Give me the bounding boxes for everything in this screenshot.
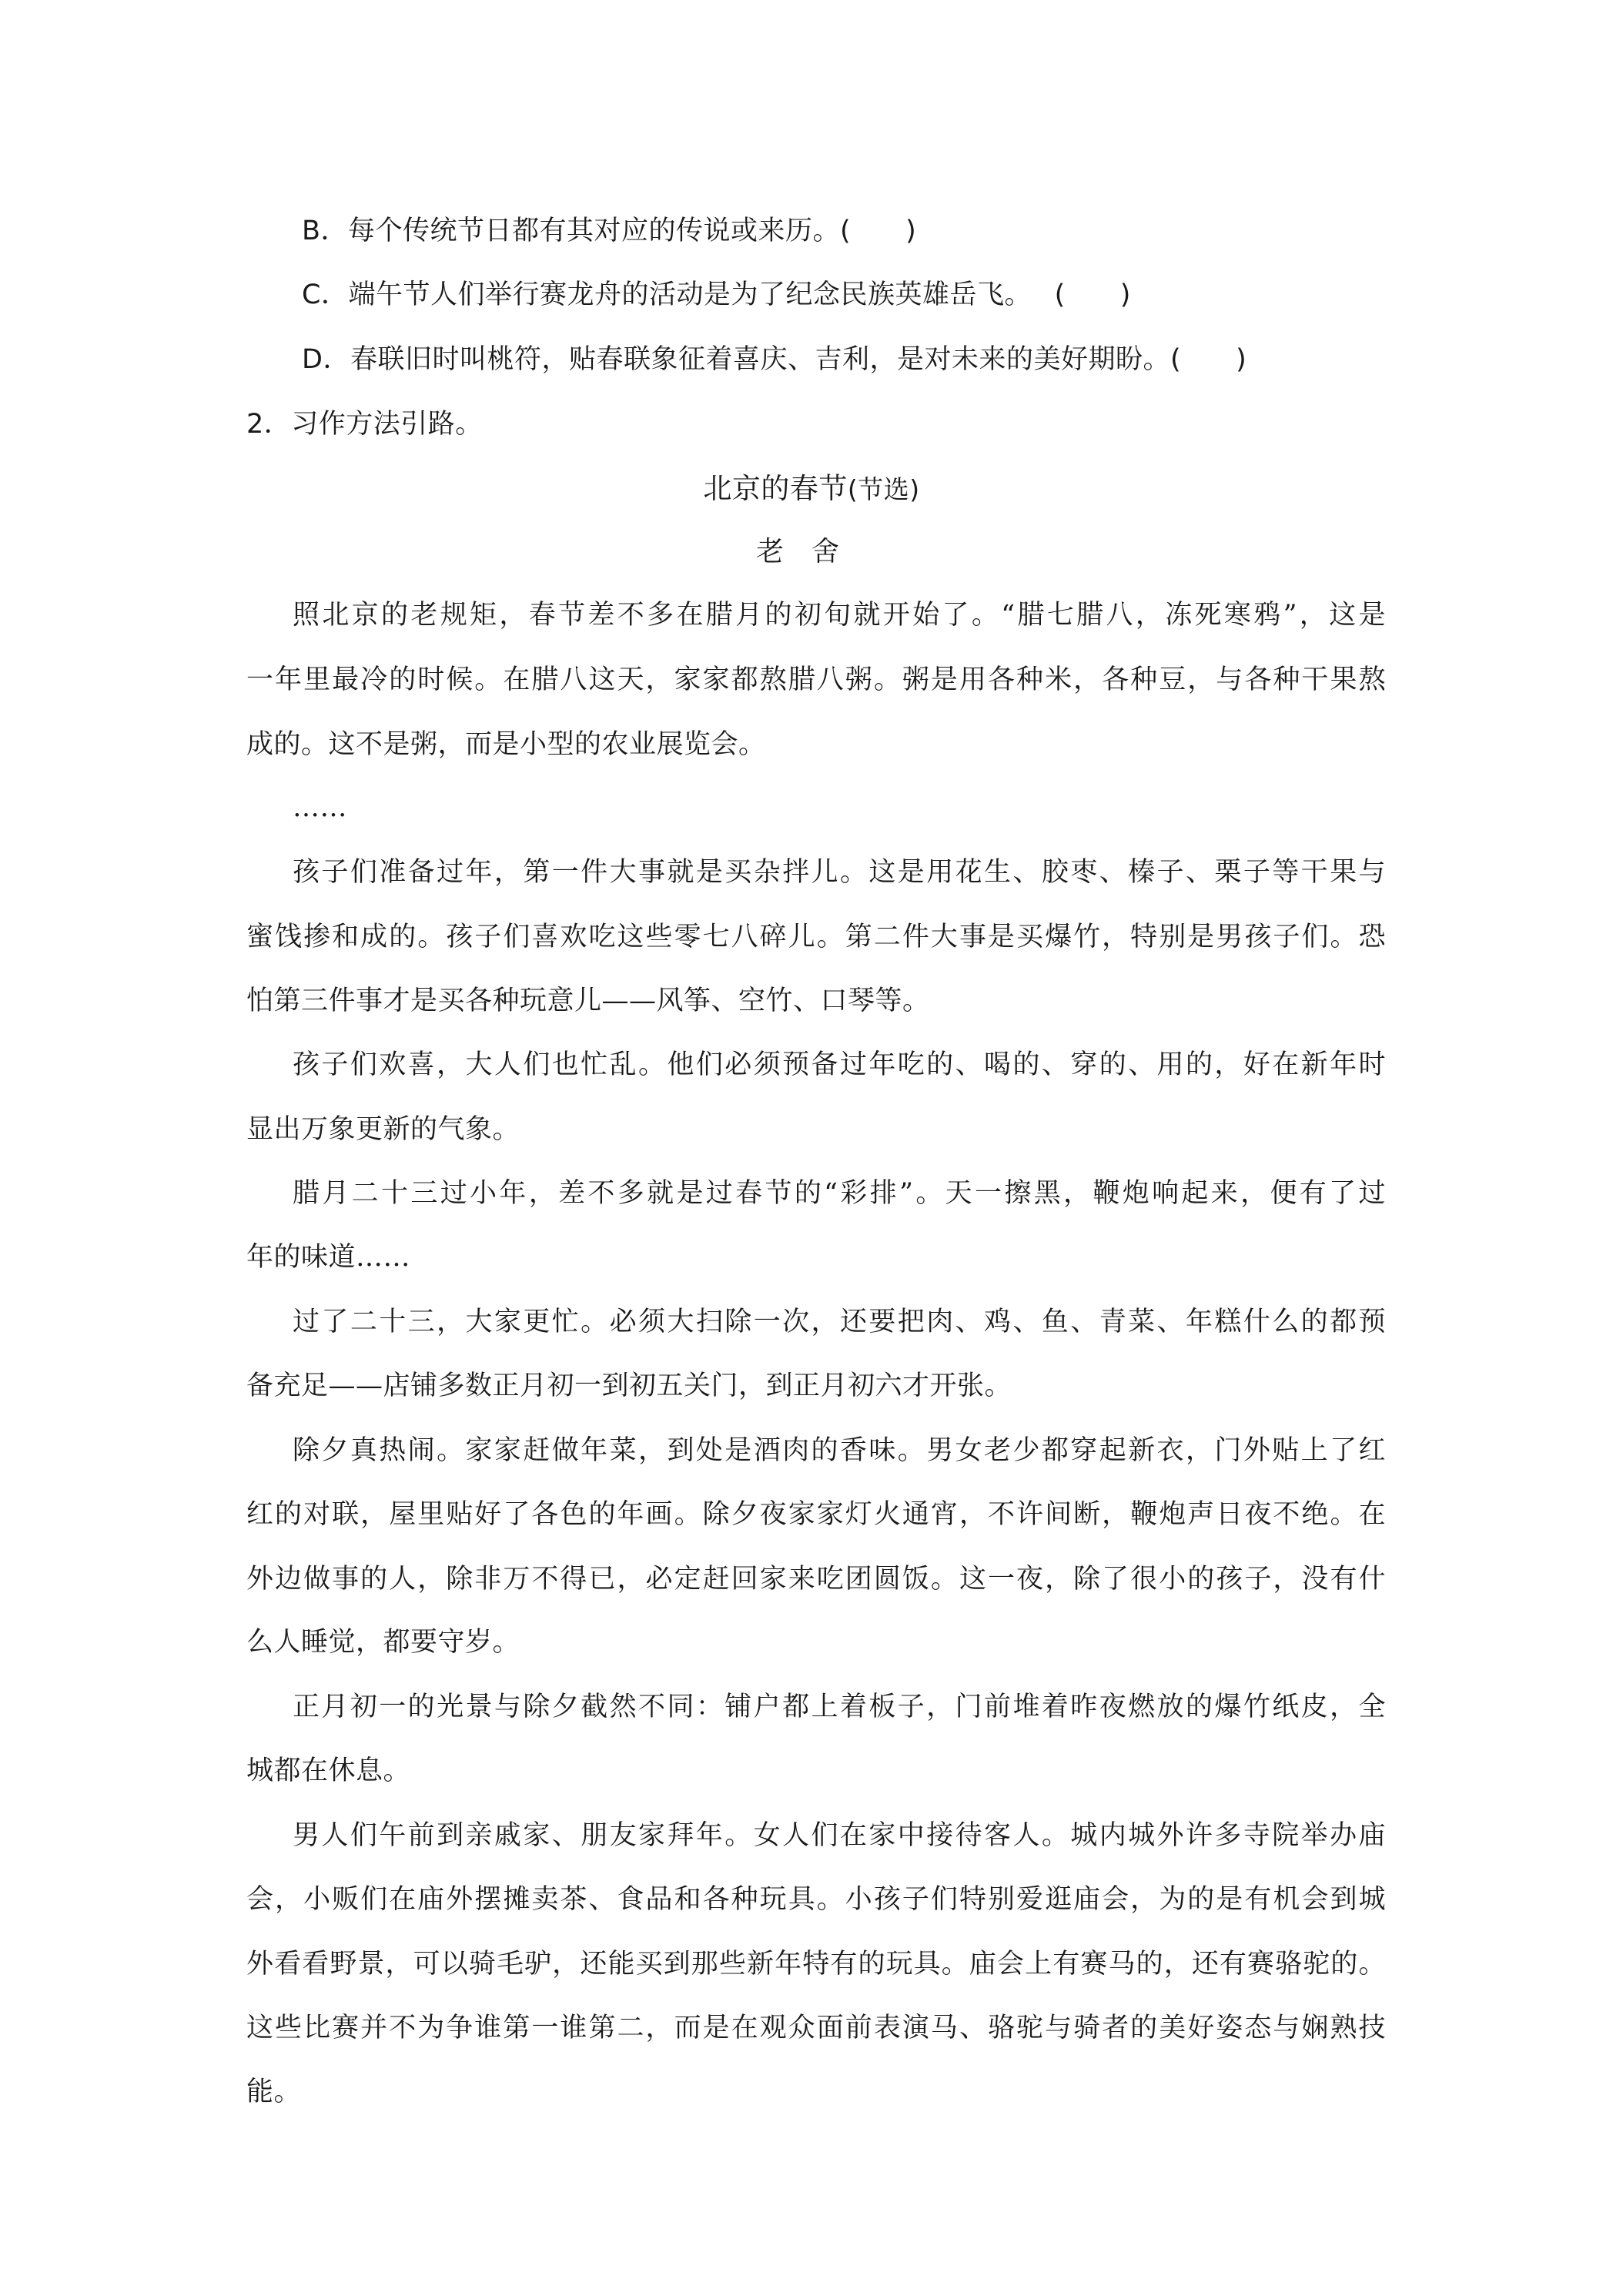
article-line: 怕第三件事才是买各种玩意儿——风筝、空竹、口琴等。	[246, 986, 930, 1016]
article-line: 男人们午前到亲戚家、朋友家拜年。女人们在家中接待客人。城内城外许多寺院举办庙	[293, 1820, 1386, 1851]
article-line: 备充足——店铺多数正月初一到初五关门，到正月初六才开张。	[246, 1371, 1012, 1401]
article-author: 老舍	[755, 536, 867, 567]
article-line: 孩子们欢喜，大人们也忙乱。他们必须预备过年吃的、喝的、穿的、用的，好在新年时	[293, 1049, 1386, 1080]
article-line: 过了二十三，大家更忙。必须大扫除一次，还要把肉、鸡、鱼、青菜、年糕什么的都预	[293, 1307, 1386, 1337]
article-line: 外边做事的人，除非万不得已，必定赶回家来吃团圆饭。这一夜，除了很小的孩子，没有什	[246, 1564, 1386, 1595]
article-line: 除夕真热闹。家家赶做年菜，到处是酒肉的香味。男女老少都穿起新衣，门外贴上了红	[293, 1435, 1386, 1466]
article-title-note: (节选)	[847, 474, 920, 504]
article-line: 孩子们准备过年，第一件大事就是买杂拌儿。这是用花生、胶枣、榛子、栗子等干果与	[293, 857, 1386, 888]
article-line: 会，小贩们在庙外摆摊卖茶、食品和各种玩具。小孩子们特别爱逛庙会，为的是有机会到城	[246, 1884, 1386, 1915]
article-line: 照北京的老规矩，春节差不多在腊月的初旬就开始了。“腊七腊八，冻死寒鸦”，这是	[293, 600, 1386, 631]
article-line: 能。	[246, 2077, 302, 2107]
article-line: 外看看野景，可以骑毛驴，还能买到那些新年特有的玩具。庙会上有赛马的，还有赛骆驼的。	[246, 1949, 1386, 1980]
article-title	[0, 470, 1623, 508]
article-line: 显出万象更新的气象。	[246, 1114, 520, 1145]
article-line: 么人睡觉，都要守岁。	[246, 1627, 520, 1658]
option-b: B．每个传统节日都有其对应的传说或来历。( )	[302, 216, 917, 246]
question-2: 2．习作方法引路。	[246, 409, 483, 440]
article-line: 腊月二十三过小年，差不多就是过春节的“彩排”。天一擦黑，鞭炮响起来，便有了过	[293, 1178, 1386, 1209]
article-line: 城都在休息。	[246, 1755, 411, 1786]
article-line: 正月初一的光景与除夕截然不同：铺户都上着板子，门前堆着昨夜燃放的爆竹纸皮，全	[293, 1692, 1386, 1722]
option-d: D．春联旧时叫桃符，贴春联象征着喜庆、吉利，是对未来的美好期盼。( )	[302, 344, 1247, 375]
article-title-main: 北京的春节	[703, 472, 848, 505]
article-line: 一年里最冷的时候。在腊八这天，家家都熬腊八粥。粥是用各种米，各种豆，与各种干果熬	[246, 664, 1386, 695]
article-line: 红的对联，屋里贴好了各色的年画。除夕夜家家灯火通宵，不许间断，鞭炮声日夜不绝。在	[246, 1499, 1386, 1530]
article-ellipsis: ……	[293, 792, 347, 823]
article-line: 这些比赛并不为争谁第一谁第二，而是在观众面前表演马、骆驼与骑者的美好姿态与娴熟技	[246, 2013, 1386, 2043]
article-line: 成的。这不是粥，而是小型的农业展览会。	[246, 729, 766, 760]
article-line: 蜜饯掺和成的。孩子们喜欢吃这些零七八碎儿。第二件大事是买爆竹，特别是男孩子们。恐	[246, 922, 1386, 952]
article-line: 年的味道……	[246, 1242, 411, 1273]
option-c: C．端午节人们举行赛龙舟的活动是为了纪念民族英雄岳飞。 ( )	[302, 279, 1131, 310]
